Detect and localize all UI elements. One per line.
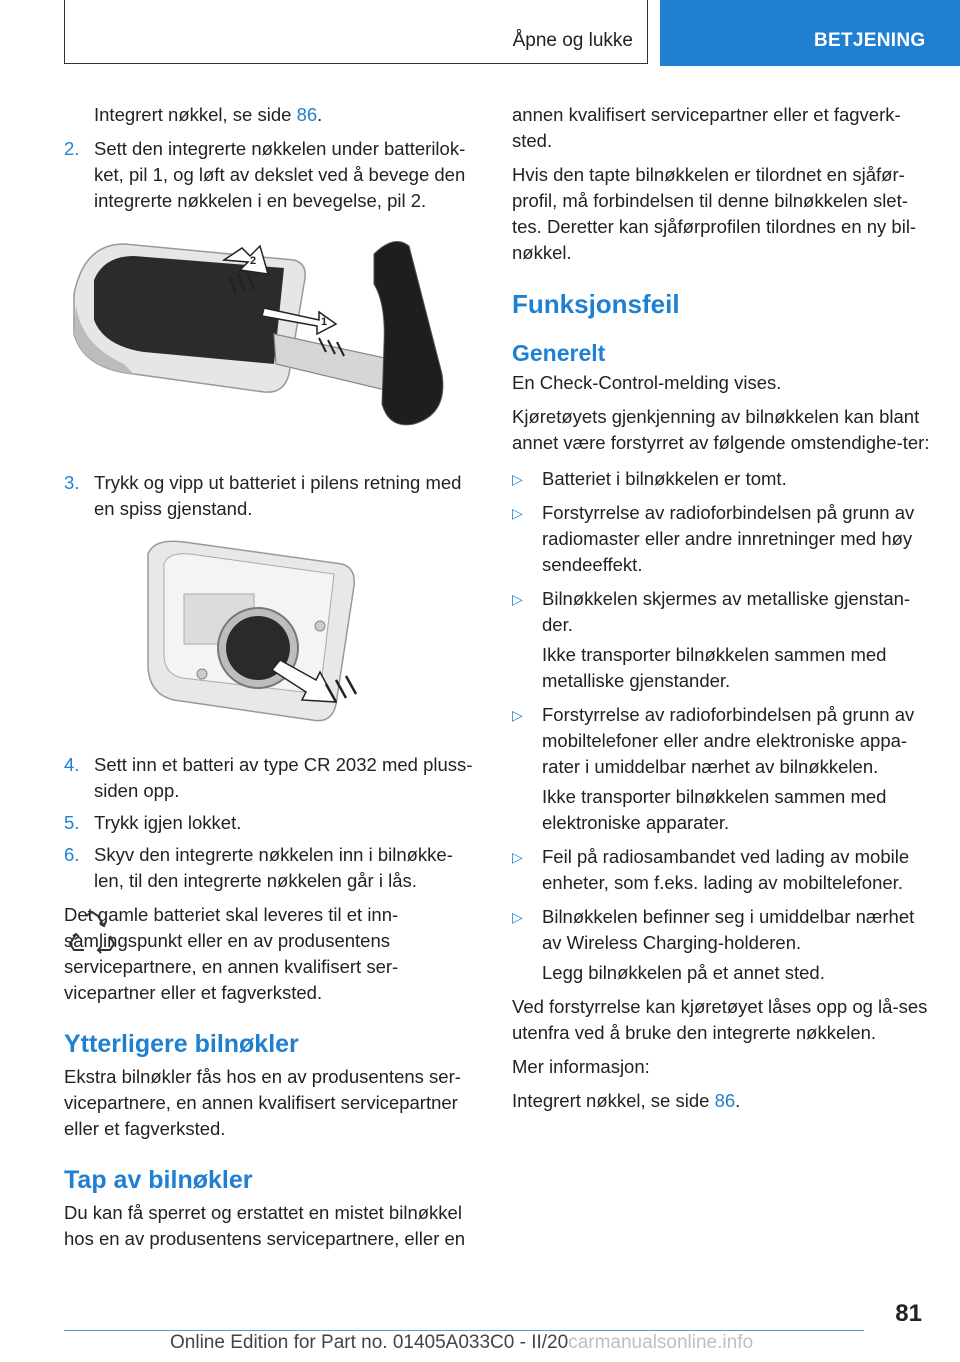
chapter-tab (660, 0, 960, 66)
ref-punct: . (735, 1090, 741, 1111)
step-text: Trykk igjen lokket. (94, 812, 242, 833)
step-number: 2. (64, 138, 80, 159)
step-text: Trykk og vipp ut batteriet i pilens retning med en spiss gjenstand. (94, 472, 462, 519)
bullet-triangle-icon: ▷ (512, 591, 523, 607)
bullet-triangle-icon: ▷ (512, 505, 523, 521)
bullet-text: Batteriet i bilnøkkelen er tomt. (542, 468, 787, 489)
battery-compartment-figure (64, 534, 482, 734)
recycle-note-text: Det gamle batteriet skal leveres til et inn-samlingspunkt eller en av produsentens servicepartnere, en annen kvalifisert ser-vicepartner eller et fagverksted. (64, 904, 399, 1003)
watermark: carmanualsonline.info (568, 1332, 754, 1353)
bullet-text: Bilnøkkelen skjermes av metalliske gjenstan-der. (542, 588, 911, 635)
right-paragraph-1: annen kvalifisert servicepartner eller et fagverk-sted. (512, 104, 901, 151)
step-number: 3. (64, 472, 80, 493)
bullet-item (512, 500, 930, 578)
page-link-86[interactable]: 86 (296, 104, 318, 125)
right-paragraph-2: Hvis den tapte bilnøkkelen er tilordnet en sjåfør-profil, må forbindelsen til denne bilnøkkelen slet-tes. Deretter kan sjåførprofilen tilordnes en ny bil-nøkkel. (512, 164, 917, 263)
right-paragraph-3: En Check-Control-melding vises. (512, 372, 782, 393)
right-paragraph-6: Mer informasjon: (512, 1056, 650, 1077)
section-title: Åpne og lukke (512, 30, 633, 51)
step-text: Sett inn et batteri av type CR 2032 med pluss-siden opp. (94, 754, 473, 801)
bullet-item (512, 844, 930, 896)
bullet-text: Feil på radiosambandet ved lading av mobile enheter, som f.eks. lading av mobiltelefoner. (542, 846, 910, 893)
chapter-tab-label: BETJENING (814, 30, 926, 51)
heading-extra-keys: Ytterligere bilnøkler (64, 1030, 299, 1058)
footer-divider (64, 1330, 864, 1331)
intro-text: Integrert nøkkel, se side (94, 104, 297, 125)
heading-general: Generelt (512, 340, 606, 366)
step-3 (64, 470, 482, 522)
page-link-86[interactable]: 86 (714, 1090, 736, 1111)
bullet-text: Forstyrrelse av radioforbindelsen på grunn av mobiltelefoner eller andre elektroniske appa-rater i umiddelbar nærhet av bilnøkkelen. (542, 704, 915, 777)
right-paragraph-5: Ved forstyrrelse kan kjøretøyet låses opp og lå-ses utenfra ved å bruke den integrerte nøkkelen. (512, 996, 928, 1043)
bullet-item (512, 702, 930, 780)
step-4 (64, 752, 482, 804)
ref-text: Integrert nøkkel, se side (512, 1090, 715, 1111)
bullet-subtext: Ikke transporter bilnøkkelen sammen med elektroniske apparater. (542, 786, 887, 833)
step-6 (64, 842, 482, 894)
arrow-1-label: 1 (321, 316, 328, 328)
bullet-subtext: Ikke transporter bilnøkkelen sammen med metalliske gjenstander. (542, 644, 887, 691)
intro-punct: . (317, 104, 323, 125)
recycle-icon (66, 908, 118, 960)
page-header (0, 0, 960, 66)
step-2 (64, 136, 482, 214)
arrow-2-label: 2 (250, 255, 257, 267)
lost-keys-paragraph: Du kan få sperret og erstattet en mistet bilnøkkel hos en av produsentens servicepartnere, eller en (64, 1202, 466, 1249)
footer-edition (170, 1332, 753, 1354)
step-number: 5. (64, 812, 80, 833)
intro-paragraph (64, 102, 482, 128)
bullet-triangle-icon: ▷ (512, 707, 523, 723)
bullet-triangle-icon: ▷ (512, 849, 523, 865)
right-column (512, 102, 930, 1122)
right-paragraph-7 (512, 1088, 930, 1114)
extra-keys-paragraph: Ekstra bilnøkler fås hos en av produsentens ser-vicepartnere, en annen kvalifisert servicepartner eller et fagverksted. (64, 1066, 461, 1139)
left-column (64, 102, 482, 1260)
step-text: Skyv den integrerte nøkkelen inn i bilnøkke-len, til den integrerte nøkkelen går i lås. (94, 844, 453, 891)
bullet-triangle-icon: ▷ (512, 471, 523, 487)
bullet-triangle-icon: ▷ (512, 909, 523, 925)
bullet-item (512, 904, 930, 956)
recycle-note (64, 902, 482, 1006)
bullet-item (512, 586, 930, 638)
bullet-text: Bilnøkkelen befinner seg i umiddelbar nærhet av Wireless Charging-holderen. (542, 906, 915, 953)
step-number: 4. (64, 754, 80, 775)
heading-malfunction: Funksjonsfeil (512, 289, 680, 319)
bullet-item (512, 466, 930, 492)
bullet-text: Forstyrrelse av radioforbindelsen på grunn av radiomaster eller andre innretninger med høy sendeeffekt. (542, 502, 915, 575)
edition-text: Online Edition for Part no. 01405A033C0 - II/20 (170, 1332, 569, 1353)
right-paragraph-4: Kjøretøyets gjenkjenning av bilnøkkelen kan blant annet være forstyrret av følgende omstendighe-ter: (512, 406, 930, 453)
step-5 (64, 810, 482, 836)
step-number: 6. (64, 844, 80, 865)
page-number: 81 (895, 1300, 922, 1327)
bullet-subtext: Legg bilnøkkelen på et annet sted. (542, 962, 825, 983)
heading-lost-keys: Tap av bilnøkler (64, 1166, 253, 1194)
key-fob-figure (64, 224, 482, 456)
header-title-box (64, 0, 648, 64)
step-text: Sett den integrerte nøkkelen under batterilok-ket, pil 1, og løft av dekslet ved å bevege den integrerte nøkkelen i en bevegelse, pil 2. (94, 138, 466, 211)
